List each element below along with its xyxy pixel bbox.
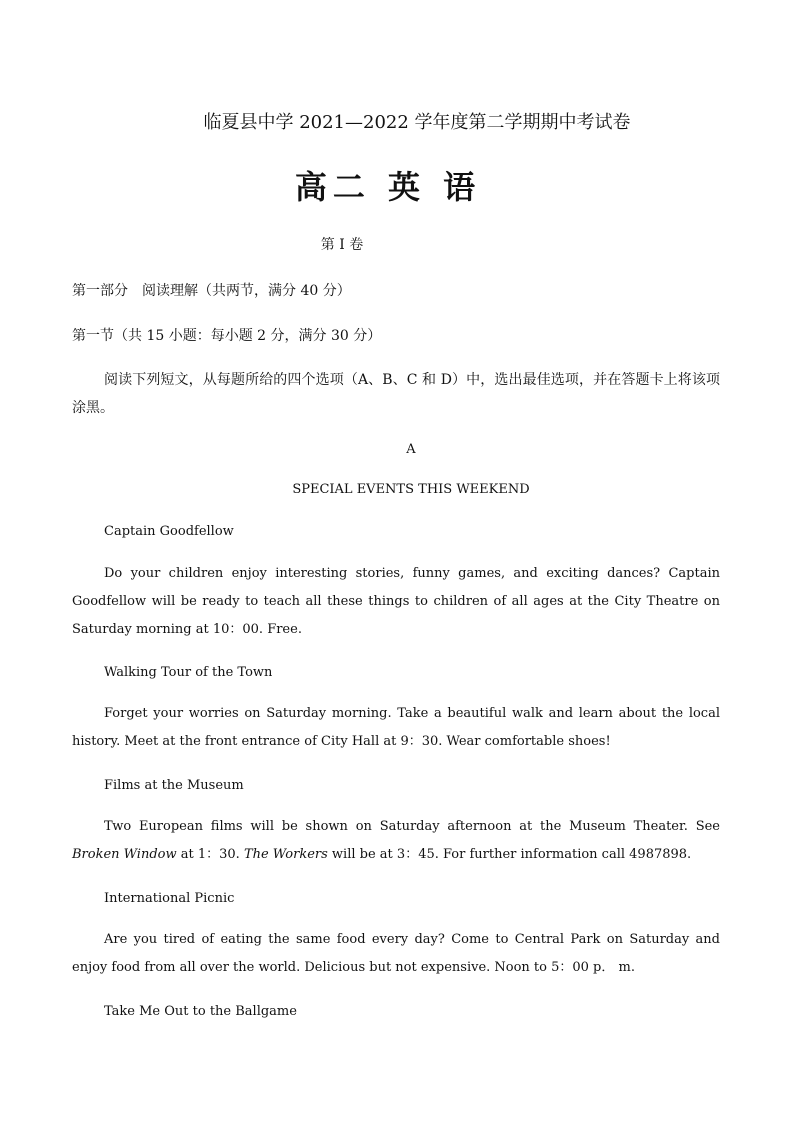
- event-title: Take Me Out to the Ballgame: [104, 1004, 297, 1019]
- section-one-heading: 第一节（共 15 小题：每小题 2 分，满分 30 分）: [72, 328, 382, 344]
- passage-label: A: [406, 442, 416, 457]
- event-title: International Picnic: [104, 891, 235, 906]
- event-text: Two European films will be shown on Saturday afternoon at the Museum Theater. See: [104, 819, 720, 834]
- volume-label: 第 I 卷: [320, 237, 364, 253]
- event-text: will be at 3：45. For further information call 4987898.: [327, 847, 692, 862]
- part-one-heading: 第一部分 阅读理解（共两节，满分 40 分）: [72, 283, 351, 299]
- event-text: at 1：30.: [176, 847, 244, 862]
- event-title: Walking Tour of the Town: [104, 665, 273, 680]
- event-title: Films at the Museum: [104, 778, 244, 793]
- event-description: Do your children enjoy interesting stories, funny games, and exciting dances? Captain Goodfellow will be ready to teach all these things to children of all ages at the City Theatre on Saturday morning at 10：00. Free.: [72, 566, 720, 637]
- event-title: Captain Goodfellow: [104, 524, 234, 539]
- subject-title: 高二 英 语: [294, 168, 482, 206]
- passage-title: SPECIAL EVENTS THIS WEEKEND: [292, 482, 530, 497]
- school-title: 临夏县中学 2021—2022 学年度第二学期期中考试卷: [203, 112, 631, 133]
- instructions: 阅读下列短文，从每题所给的四个选项（A、B、C 和 D）中，选出最佳选项，并在答题卡上将该项涂黑。: [72, 372, 720, 416]
- event-description: Forget your worries on Saturday morning. Take a beautiful walk and learn about the local history. Meet at the front entrance of City Hall at 9：30. Wear comfortable shoes!: [72, 706, 720, 749]
- event-description: Are you tired of eating the same food every day? Come to Central Park on Saturday and enjoy food from all over the world. Delicious but not expensive. Noon to 5：00 p． m.: [72, 932, 720, 975]
- film-title: Broken Window: [72, 847, 177, 862]
- film-title: The Workers: [243, 847, 328, 862]
- event-description: [72, 813, 720, 869]
